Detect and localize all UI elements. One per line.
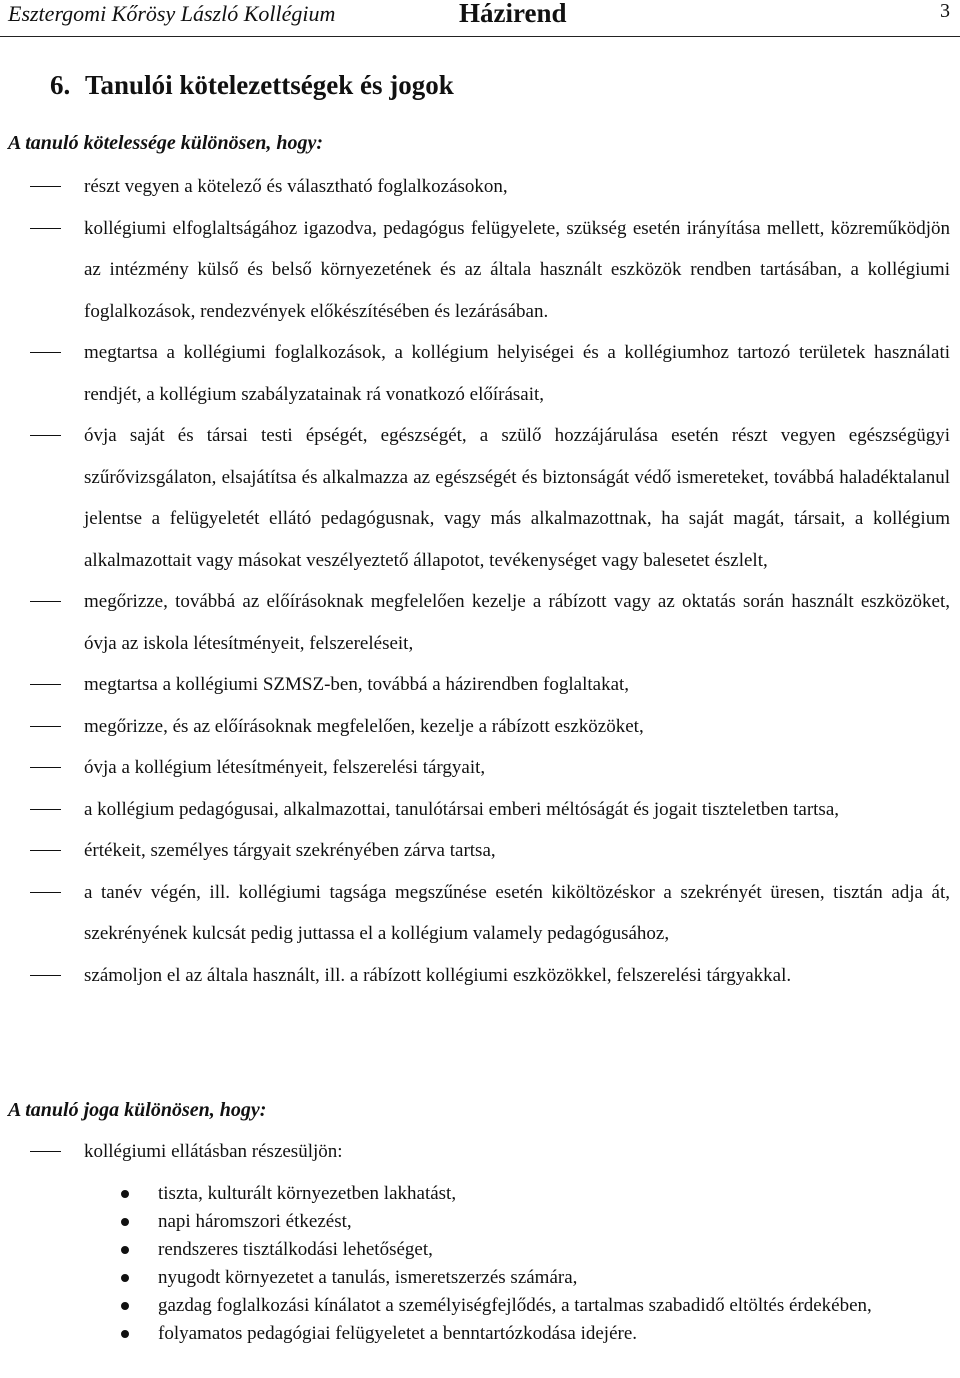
right-subitem-text: folyamatos pedagógiai felügyeletet a benntartózkodása idejére. (158, 1323, 638, 1344)
dash-marker (30, 352, 61, 353)
obligation-text: számoljon el az általa használt, ill. a rábízott kollégiumi eszközökkel, felszerelési tárgyakkal. (84, 964, 792, 986)
obligation-text: óvja a kollégium létesítményeit, felszerelési tárgyait, (84, 757, 486, 778)
right-subitem (0, 1236, 960, 1264)
right-subitem-text: nyugodt környezetet a tanulás, ismeretszerzés számára, (158, 1267, 578, 1288)
section-title (50, 68, 454, 102)
obligation-text: óvja saját és társai testi épségét, egészségét, a szülő hozzájárulása esetén részt vegyen egészségügyi szűrővizsgálaton, elsajátítsa és alkalmazza az egészségét és biztonságát védő ismereteket, továbbá haladéktalanul jelentse a felügyeletét ellátó pedagógusnak, vagy más alkalmazottnak, ha saját magát, társait, a kollégium alkalmazottait vagy másokat veszélyeztető állapotot, tevékenységet vagy balesetet észlelt, (84, 425, 950, 571)
obligation-text: értékeit, személyes tárgyait szekrényében zárva tartsa, (84, 840, 496, 861)
bullet-marker (121, 1246, 129, 1254)
right-subitem-text: rendszeres tisztálkodási lehetőséget, (158, 1239, 433, 1260)
obligations-list (0, 166, 960, 996)
dash-marker (30, 228, 61, 229)
dash-marker (30, 186, 61, 187)
right-item (0, 1131, 960, 1173)
rights-list (0, 1131, 960, 1173)
obligation-item (0, 166, 960, 208)
obligation-item (0, 955, 960, 997)
section-title-text: Tanulói kötelezettségek és jogok (85, 70, 454, 100)
dash-marker (30, 850, 61, 851)
right-subitem-text: tiszta, kulturált környezetben lakhatást, (158, 1183, 457, 1204)
rights-sublist (0, 1180, 960, 1348)
page-header (0, 0, 960, 37)
right-subitem (0, 1320, 960, 1348)
page-number: 3 (940, 0, 950, 22)
obligation-item (0, 706, 960, 748)
obligation-item (0, 581, 960, 664)
right-subitem (0, 1180, 960, 1208)
obligation-text: megőrizze, továbbá az előírásoknak megfelelően kezelje a rábízott vagy az oktatás során használt eszközöket, óvja az iskola létesítményeit, felszereléseit, (84, 591, 950, 654)
bullet-marker (121, 1330, 129, 1338)
dash-marker (30, 435, 61, 436)
dash-marker (30, 601, 61, 602)
obligation-item (0, 664, 960, 706)
obligation-text: megtartsa a kollégiumi foglalkozások, a kollégium helyiségei és a kollégiumhoz tartozó területek használati rendjét, a kollégium szabályzatainak rá vonatkozó előírásait, (84, 342, 950, 405)
obligation-item (0, 415, 960, 581)
right-subitem (0, 1292, 960, 1320)
right-subitem-text: gazdag foglalkozási kínálatot a személyiségfejlődés, a tartalmas szabadidő eltöltés érdekében, (158, 1295, 872, 1316)
obligation-item (0, 789, 960, 831)
bullet-marker (121, 1302, 129, 1310)
header-title: Házirend (459, 0, 567, 28)
obligation-item (0, 830, 960, 872)
dash-marker (30, 684, 61, 685)
obligation-item (0, 332, 960, 415)
obligation-text: megtartsa a kollégiumi SZMSZ-ben, továbbá a házirendben foglaltakat, (84, 674, 630, 695)
bullet-marker (121, 1190, 129, 1198)
right-subitem (0, 1264, 960, 1292)
dash-marker (30, 1151, 61, 1152)
obligation-text: a tanév végén, ill. kollégiumi tagsága megszűnése esetén kiköltözéskor a szekrényét üresen, tisztán adja át, szekrényének kulcsát pedig juttassa el a kollégium valamely pedagógusához, (84, 881, 950, 944)
obligation-text: kollégiumi elfoglaltságához igazodva, pedagógus felügyelete, szükség esetén irányítása mellett, közreműködjön az intézmény külső és belső környezetének és az általa használt eszközök rendben tartásában, a kollégiumi foglalkozások, rendezvények előkészítésében és lezárásában. (84, 217, 950, 322)
dash-marker (30, 975, 61, 976)
dash-marker (30, 892, 61, 893)
obligation-item (0, 747, 960, 789)
header-institution: Esztergomi Kőrösy László Kollégium (8, 1, 336, 26)
dash-marker (30, 726, 61, 727)
obligation-item (0, 208, 960, 333)
obligation-item (0, 872, 960, 955)
bullet-marker (121, 1218, 129, 1226)
obligation-text: részt vegyen a kötelező és választható foglalkozásokon, (84, 176, 508, 197)
right-text: kollégiumi ellátásban részesüljön: (84, 1141, 343, 1162)
obligation-text: megőrizze, és az előírásoknak megfelelően, kezelje a rábízott eszközöket, (84, 715, 644, 737)
rights-heading: A tanuló joga különösen, hogy: (8, 1099, 267, 1121)
section-number: 6. (50, 70, 71, 100)
obligations-heading: A tanuló kötelessége különösen, hogy: (8, 132, 324, 154)
dash-marker (30, 809, 61, 810)
right-subitem (0, 1208, 960, 1236)
obligation-text: a kollégium pedagógusai, alkalmazottai, tanulótársai emberi méltóságát és jogait tiszteletben tartsa, (84, 798, 839, 820)
bullet-marker (121, 1274, 129, 1282)
dash-marker (30, 767, 61, 768)
right-subitem-text: napi háromszori étkezést, (158, 1211, 352, 1232)
